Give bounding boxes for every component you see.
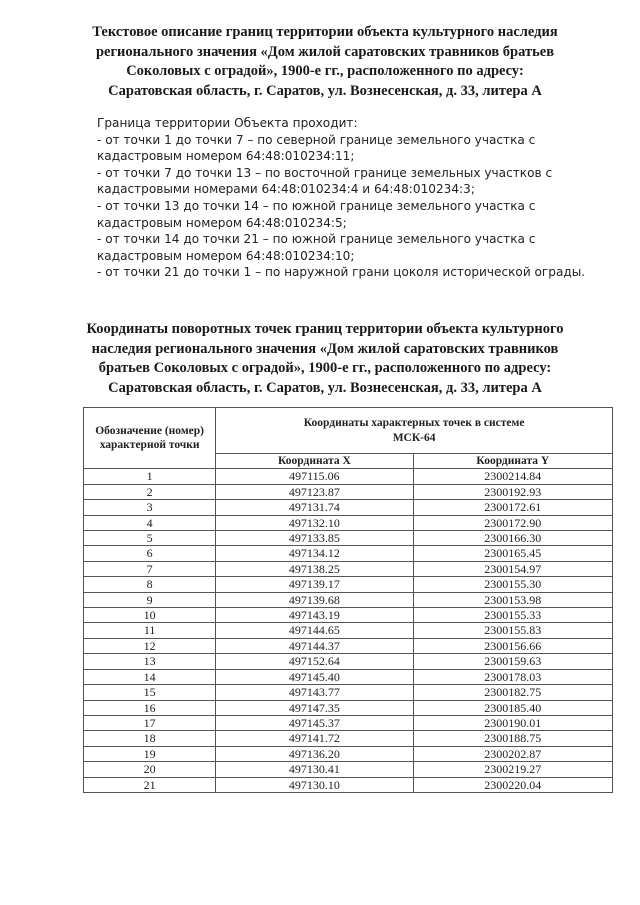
description-line: - от точки 1 до точки 7 – по северной границе земельного участка с <box>97 132 536 147</box>
table-row <box>84 577 613 592</box>
table-row <box>84 500 613 515</box>
coordinate-y-cell: 2300202.87 <box>413 746 612 761</box>
coordinate-x-cell: 497115.06 <box>216 469 413 484</box>
coordinates-table <box>83 407 613 793</box>
point-number-cell: 8 <box>84 577 216 592</box>
description-line: кадастровым номером 64:48:010234:10; <box>97 248 355 263</box>
point-number-cell: 3 <box>84 500 216 515</box>
coordinate-y-cell: 2300220.04 <box>413 777 612 792</box>
point-number-cell: 12 <box>84 638 216 653</box>
table-row <box>84 715 613 730</box>
table-row <box>84 469 613 484</box>
header-text: МСК-64 <box>392 431 436 444</box>
coordinate-y-header: Координата Y <box>413 454 612 469</box>
coordinate-x-cell: 497144.65 <box>216 623 413 638</box>
coordinate-y-cell: 2300190.01 <box>413 715 612 730</box>
coordinate-x-cell: 497130.41 <box>216 762 413 777</box>
coordinate-x-cell: 497139.68 <box>216 592 413 607</box>
coordinates-table-body <box>84 469 613 793</box>
point-number-cell: 19 <box>84 746 216 761</box>
table-row <box>84 700 613 715</box>
coordinate-y-cell: 2300159.63 <box>413 654 612 669</box>
title-line: регионального значения «Дом жилой саратовских травников братьев <box>95 43 555 60</box>
coordinate-x-cell: 497123.87 <box>216 484 413 499</box>
point-number-cell: 18 <box>84 731 216 746</box>
table-row <box>84 531 613 546</box>
table-row <box>84 515 613 530</box>
point-number-cell: 10 <box>84 608 216 623</box>
table-row <box>84 484 613 499</box>
coordinate-y-cell: 2300182.75 <box>413 685 612 700</box>
table-row <box>84 777 613 792</box>
title-line: Текстовое описание границ территории объекта культурного наследия <box>92 24 558 40</box>
table-row <box>84 623 613 638</box>
description-line: кадастровыми номерами 64:48:010234:4 и 64:48:010234:3; <box>97 182 475 197</box>
title-line: Координаты поворотных точек границ территории объекта культурного <box>86 321 564 337</box>
description-line: - от точки 14 до точки 21 – по южной границе земельного участка с <box>97 232 536 247</box>
coordinate-x-cell: 497141.72 <box>216 731 413 746</box>
boundary-description-text <box>97 115 607 281</box>
coordinate-x-cell: 497145.37 <box>216 715 413 730</box>
coordinate-y-cell: 2300214.84 <box>413 469 612 484</box>
coordinate-x-cell: 497143.19 <box>216 608 413 623</box>
coordinate-y-cell: 2300155.30 <box>413 577 612 592</box>
coordinate-y-cell: 2300172.90 <box>413 515 612 530</box>
table-row <box>84 561 613 576</box>
coordinate-y-cell: 2300185.40 <box>413 700 612 715</box>
point-number-cell: 9 <box>84 592 216 607</box>
coordinate-y-cell: 2300154.97 <box>413 561 612 576</box>
point-number-cell: 13 <box>84 654 216 669</box>
point-number-cell: 11 <box>84 623 216 638</box>
table-row <box>84 762 613 777</box>
header-text: Обозначение (номер) <box>95 424 205 437</box>
coordinate-y-cell: 2300188.75 <box>413 731 612 746</box>
coordinate-y-cell: 2300178.03 <box>413 669 612 684</box>
description-line: - от точки 21 до точки 1 – по наружной грани цоколя исторической ограды. <box>97 265 586 280</box>
point-number-cell: 17 <box>84 715 216 730</box>
coordinate-y-cell: 2300153.98 <box>413 592 612 607</box>
table-row <box>84 654 613 669</box>
table-row <box>84 746 613 761</box>
table-row <box>84 608 613 623</box>
description-line: Граница территории Объекта проходит: <box>97 116 358 130</box>
coordinate-x-cell: 497143.77 <box>216 685 413 700</box>
title-line: Соколовых с оградой», 1900-е гг., расположенного по адресу: <box>126 63 524 79</box>
point-number-header <box>84 408 216 469</box>
coordinate-y-cell: 2300155.83 <box>413 623 612 638</box>
point-number-cell: 16 <box>84 700 216 715</box>
table-row <box>84 685 613 700</box>
coordinate-x-cell: 497131.74 <box>216 500 413 515</box>
coordinate-x-cell: 497132.10 <box>216 515 413 530</box>
coordinate-x-cell: 497147.35 <box>216 700 413 715</box>
point-number-cell: 2 <box>84 484 216 499</box>
coordinate-x-cell: 497144.37 <box>216 638 413 653</box>
point-number-cell: 7 <box>84 561 216 576</box>
coordinate-y-cell: 2300166.30 <box>413 531 612 546</box>
point-number-cell: 21 <box>84 777 216 792</box>
header-text: характерной точки <box>99 439 200 452</box>
header-text: Координаты характерных точек в системе <box>303 417 525 430</box>
coordinate-x-cell: 497145.40 <box>216 669 413 684</box>
coordinate-y-cell: 2300156.66 <box>413 638 612 653</box>
coordinates-title <box>60 320 590 398</box>
title-line: наследия регионального значения «Дом жилой саратовских травников <box>91 340 559 357</box>
coordinate-y-cell: 2300192.93 <box>413 484 612 499</box>
coordinate-x-cell: 497138.25 <box>216 561 413 576</box>
coordinate-x-cell: 497152.64 <box>216 654 413 669</box>
point-number-cell: 4 <box>84 515 216 530</box>
table-row <box>84 638 613 653</box>
coordinate-y-cell: 2300165.45 <box>413 546 612 561</box>
point-number-cell: 14 <box>84 669 216 684</box>
coordinate-x-cell: 497134.12 <box>216 546 413 561</box>
description-line: - от точки 7 до точки 13 – по восточной границе земельных участков с <box>97 165 553 180</box>
coordinate-x-header: Координата X <box>216 454 413 469</box>
title-line: Саратовская область, г. Саратов, ул. Вознесенская, д. 33, литера А <box>108 82 542 99</box>
coordinate-x-cell: 497136.20 <box>216 746 413 761</box>
coordinate-system-header <box>216 408 613 454</box>
point-number-cell: 5 <box>84 531 216 546</box>
coordinate-x-cell: 497130.10 <box>216 777 413 792</box>
table-row <box>84 669 613 684</box>
description-line: - от точки 13 до точки 14 – по южной границе земельного участка с <box>97 198 536 213</box>
table-row <box>84 731 613 746</box>
point-number-cell: 1 <box>84 469 216 484</box>
table-row <box>84 592 613 607</box>
description-line: кадастровым номером 64:48:010234:11; <box>97 149 355 164</box>
coordinate-x-cell: 497133.85 <box>216 531 413 546</box>
point-number-cell: 15 <box>84 685 216 700</box>
description-line: кадастровым номером 64:48:010234:5; <box>97 215 347 230</box>
table-row <box>84 546 613 561</box>
point-number-cell: 20 <box>84 762 216 777</box>
coordinate-y-cell: 2300219.27 <box>413 762 612 777</box>
coordinate-y-cell: 2300155.33 <box>413 608 612 623</box>
title-line: братьев Соколовых с оградой», 1900-е гг., расположенного по адресу: <box>98 360 552 376</box>
point-number-cell: 6 <box>84 546 216 561</box>
boundary-description-title <box>60 23 590 101</box>
coordinate-y-cell: 2300172.61 <box>413 500 612 515</box>
coordinate-x-cell: 497139.17 <box>216 577 413 592</box>
title-line: Саратовская область, г. Саратов, ул. Вознесенская, д. 33, литера А <box>108 379 542 396</box>
